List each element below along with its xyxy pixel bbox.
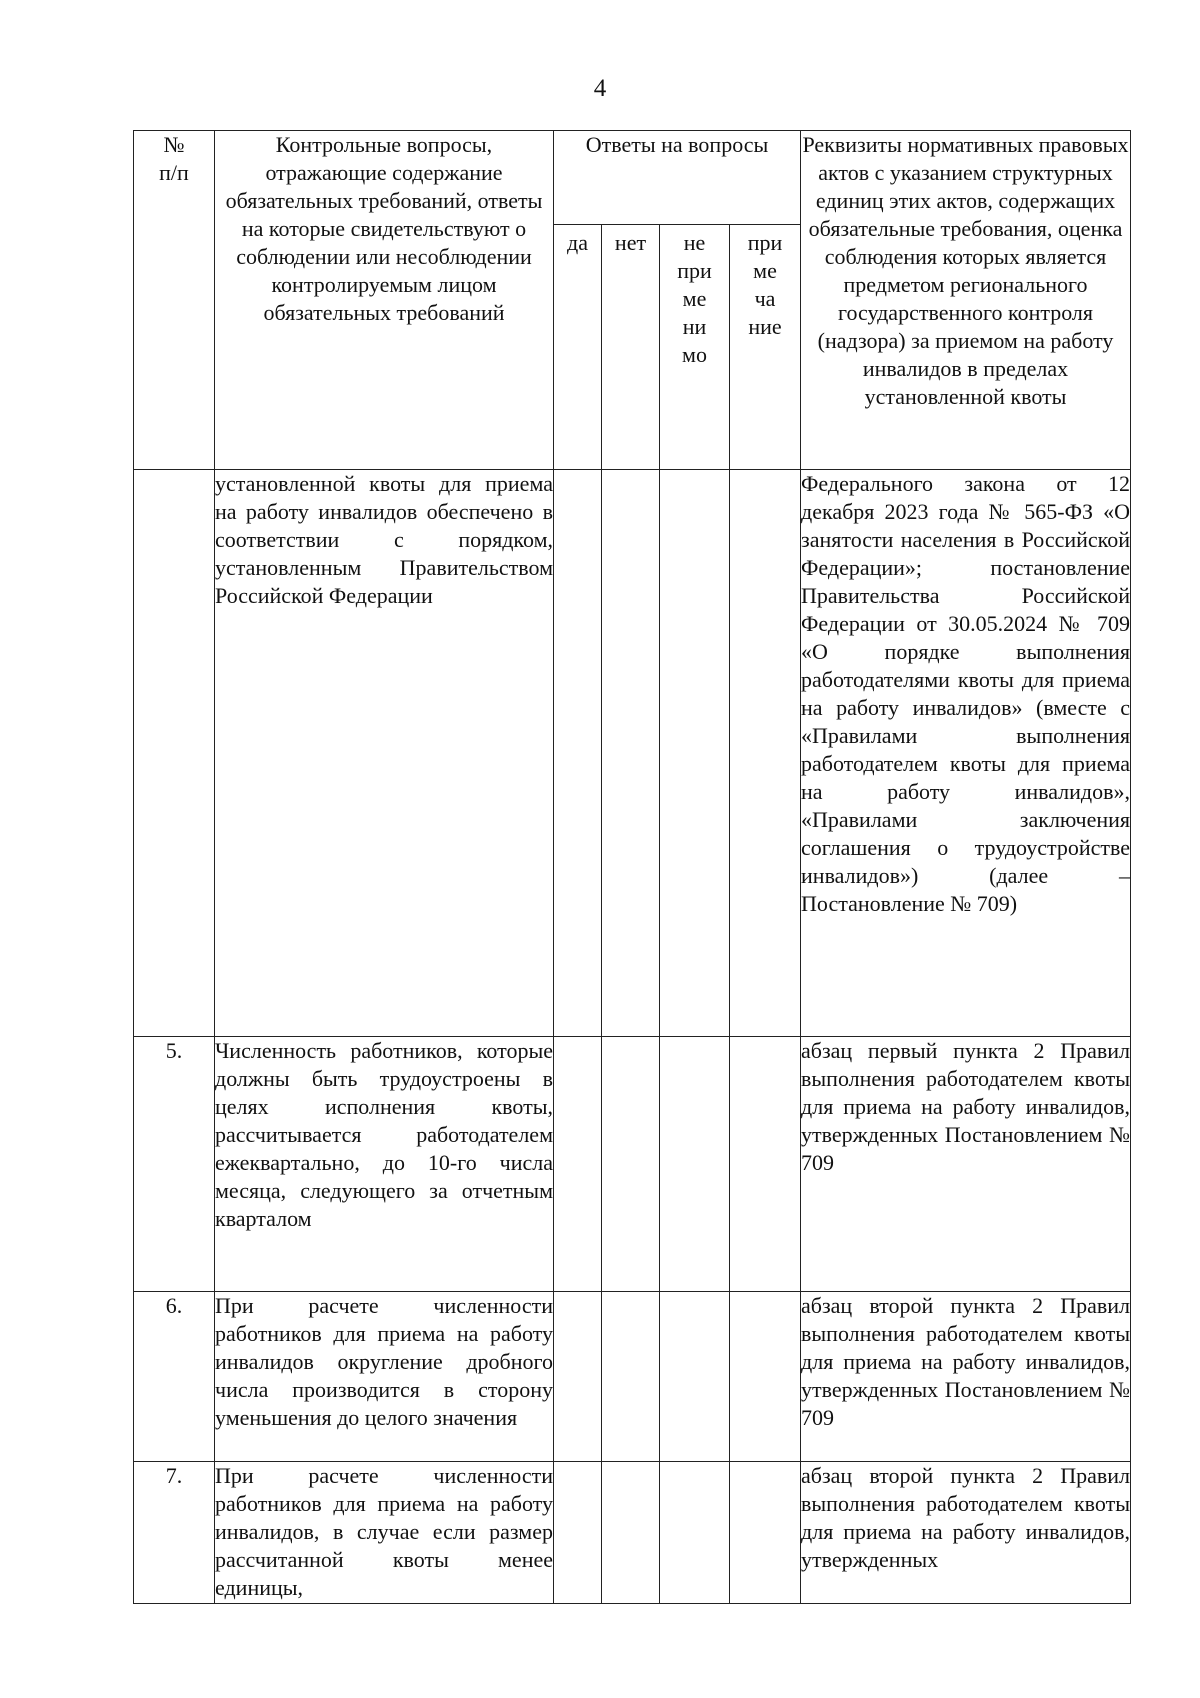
row-requisite: абзац второй пункта 2 Правил выполнения работодателем квоты для приема на работу инвалидов, утвержденных Постановлением № 709 (801, 1292, 1131, 1462)
table-row (134, 1292, 1131, 1462)
row-requisite: абзац первый пункта 2 Правил выполнения работодателем квоты для приема на работу инвалидов, утвержденных Постановлением № 709 (801, 1037, 1131, 1292)
answer-yes-cell (554, 470, 602, 1037)
table-row (134, 1037, 1131, 1292)
row-num (134, 470, 215, 1037)
answer-no-cell (602, 1462, 660, 1604)
row-requisite: Федерального закона от 12 декабря 2023 года № 565-ФЗ «О занятости населения в Российской Федерации»; постановление Правительства Российской Федерации от 30.05.2024 № 709 «О порядке выполнения работодателями квоты для приема на работу инвалидов» (вместе с «Правилами выполнения работодателем квоты для приема на работу инвалидов», «Правилами заключения соглашения о трудоустройстве инвалидов») (далее – Постановление № 709) (801, 470, 1131, 1037)
answer-no-cell (602, 1292, 660, 1462)
header-answer-note: при ме ча ние (730, 225, 801, 470)
header-answer-yes: да (554, 225, 602, 470)
answer-na-cell (660, 1037, 730, 1292)
page-number: 4 (593, 75, 607, 102)
table-row (134, 470, 1131, 1037)
header-row (134, 131, 1131, 225)
answer-no-cell (602, 1037, 660, 1292)
answer-no-cell (602, 470, 660, 1037)
header-answer-no: нет (602, 225, 660, 470)
answer-note-cell (730, 470, 801, 1037)
answer-na-cell (660, 1462, 730, 1604)
header-answer-not-applicable: не при ме ни мо (660, 225, 730, 470)
answer-yes-cell (554, 1292, 602, 1462)
row-question: установленной квоты для приема на работу инвалидов обеспечено в соответствии с порядком, установленным Правительством Российской Федерации (215, 470, 554, 1037)
answer-yes-cell (554, 1037, 602, 1292)
answer-na-cell (660, 470, 730, 1037)
row-question: Численность работников, которые должны быть трудоустроены в целях исполнения квоты, рассчитывается работодателем ежеквартально, до 10-го числа месяца, следующего за отчетным кварталом (215, 1037, 554, 1292)
row-num: 5. (134, 1037, 215, 1292)
answer-na-cell (660, 1292, 730, 1462)
answer-note-cell (730, 1462, 801, 1604)
row-question: При расчете численности работников для приема на работу инвалидов, в случае если размер рассчитанной квоты менее единицы, (215, 1462, 554, 1604)
header-answers: Ответы на вопросы (554, 131, 801, 225)
answer-note-cell (730, 1037, 801, 1292)
row-question: При расчете численности работников для приема на работу инвалидов округление дробного числа производится в сторону уменьшения до целого значения (215, 1292, 554, 1462)
checklist-table (133, 130, 1131, 1604)
header-num: № п/п (134, 131, 215, 470)
header-requisites: Реквизиты нормативных правовых актов с указанием структурных единиц этих актов, содержащих обязательные требования, оценка соблюдения которых является предметом регионального государственного контроля (надзора) за приемом на работу инвалидов в пределах установленной квоты (801, 131, 1131, 470)
row-num: 6. (134, 1292, 215, 1462)
answer-note-cell (730, 1292, 801, 1462)
row-num: 7. (134, 1462, 215, 1604)
answer-yes-cell (554, 1462, 602, 1604)
row-requisite: абзац второй пункта 2 Правил выполнения работодателем квоты для приема на работу инвалидов, утвержденных (801, 1462, 1131, 1604)
table-row (134, 1462, 1131, 1604)
header-questions: Контрольные вопросы, отражающие содержание обязательных требований, ответы на которые свидетельствуют о соблюдении или несоблюдении контролируемым лицом обязательных требований (215, 131, 554, 470)
